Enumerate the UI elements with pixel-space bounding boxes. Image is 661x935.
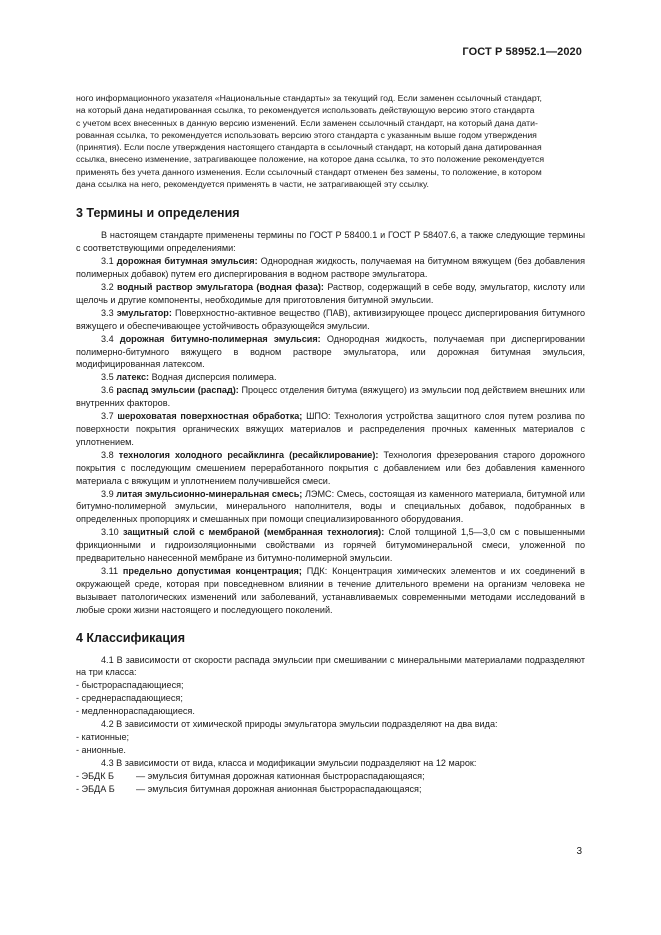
clause-4-2: 4.2 В зависимости от химической природы эмульгатора эмульсии подразделяют на два вида: xyxy=(101,719,498,730)
term-definition xyxy=(76,281,585,307)
section-4-body xyxy=(76,654,585,796)
term-number: 3.11 xyxy=(101,565,119,576)
brand-code: - ЭБДК Б xyxy=(76,770,115,781)
term-definition xyxy=(76,526,585,565)
term-number: 3.8 xyxy=(101,449,114,460)
intro-line: применять без учета данного изменения. Если ссылочный стандарт отменен без замены, то положение, в котором xyxy=(76,166,542,177)
term-text: ШПО: Технология устройства защитного слоя путем розлива по поверхности покрытия органических вяжущих материалов и распределения прочных каменных материалов с уплотнением. xyxy=(76,411,585,447)
intro-paragraph xyxy=(76,92,585,190)
term-text: Раствор, содержащий в себе воду, эмульгатор, кислоту или щелочь и другие компоненты, необходимые для приготовления битумной эмульсии. xyxy=(76,282,586,305)
term-definition xyxy=(76,565,585,617)
term-definition xyxy=(76,410,585,449)
term-text: Технология фрезерования старого дорожного покрытия с последующим смешением переработанного покрытия с добавлением или без добавления каменного материала с вяжущим и уплотнением получившейся смеси. xyxy=(76,449,586,486)
term-name: технология холодного ресайклинга (ресайклирование): xyxy=(118,449,379,460)
clause-4-3: 4.3 В зависимости от вида, класса и модификации эмульсии подразделяют на 12 марок: xyxy=(101,757,477,768)
clause-4-1: 4.1 В зависимости от скорости распада эмульсии при смешивании с минеральными материалами подразделяют на три класса: xyxy=(76,654,585,678)
term-name: латекс: xyxy=(116,372,150,383)
term-text: ПДК: Концентрация химических элементов и их соединений в окружающей среде, которая при повседневном влиянии в течение длительного времени на организм человека не вызывает патологических изменений или заболеваний, устанавливаемых современными методами исследований в любые сроки жизни настоящего и последующего поколений. xyxy=(76,565,586,615)
term-text: Водная дисперсия полимера. xyxy=(149,372,277,383)
list-item: - медленнораспадающиеся. xyxy=(76,706,195,717)
brand-code: - ЭБДА Б xyxy=(76,783,115,794)
intro-line: дана ссылка на него, рекомендуется применять в части, не затрагивающей эту ссылку. xyxy=(76,179,429,190)
section-3-body xyxy=(76,229,585,616)
term-name: шероховатая поверхностная обработка; xyxy=(117,411,303,422)
term-number: 3.2 xyxy=(101,282,114,292)
brand-desc: — эмульсия битумная дорожная анионная быстрораспадающаяся; xyxy=(136,783,422,794)
term-number: 3.6 xyxy=(101,385,114,396)
term-number: 3.1 xyxy=(101,256,114,267)
term-definition xyxy=(76,488,585,527)
list-item: - анионные. xyxy=(76,744,126,755)
term-text: ЛЭМС: Смесь, состоящая из каменного материала, битумной или битумно-полимерной эмульсии, минерального наполнителя, воды и специальных добавок, подобранных в определенных пропорциях и смешанных при помощи специализированного оборудования. xyxy=(76,488,585,525)
term-number: 3.3 xyxy=(101,307,114,318)
section-4-title: 4 Классификация xyxy=(76,630,186,645)
intro-line: на который дана недатированная ссылка, то рекомендуется использовать действующую версию этого стандарта xyxy=(76,105,535,116)
term-name: предельно допустимая концентрация; xyxy=(122,565,302,576)
intro-line: с учетом всех внесенных в данную версию изменений. Если заменен ссылочный стандарт, на который дана дати- xyxy=(76,117,538,128)
term-name: литая эмульсионно-минеральная смесь; xyxy=(116,488,303,499)
term-number: 3.4 xyxy=(101,333,114,344)
term-definition xyxy=(76,384,585,410)
term-number: 3.9 xyxy=(101,488,114,499)
intro-line: рованная ссылка, то рекомендуется использовать версию этого стандарта с указанным выше годом утверждения xyxy=(76,129,537,140)
section-3-intro: В настоящем стандарте применены термины по ГОСТ Р 58400.1 и ГОСТ Р 58407.6, а также следующие термины с соответствующими определениями: xyxy=(76,230,585,254)
term-text: Однородная жидкость, получаемая при диспергировании полимерно-битумного вяжущего в водном растворе эмульгатора, или дорожная битумная эмульсия, модифицированная латексом. xyxy=(76,333,586,370)
term-name: водный раствор эмульгатора (водная фаза): xyxy=(117,282,324,292)
brand-item xyxy=(76,770,585,783)
term-text: Процесс отделения битума (вяжущего) из эмульсии под действием внешних или внутренних факторов. xyxy=(76,385,585,409)
kind-list xyxy=(76,731,585,757)
brand-item xyxy=(76,783,585,796)
brand-desc: — эмульсия битумная дорожная катионная быстрораспадающаяся; xyxy=(136,770,425,781)
intro-line: (принятия). Если после утверждения настоящего стандарта в ссылочный стандарт, на который дана датированная xyxy=(76,142,542,153)
term-number: 3.5 xyxy=(101,372,114,383)
page-content xyxy=(76,92,585,796)
intro-line: ссылка, внесено изменение, затрагивающее положение, на которое дана ссылка, то это положение рекомендуется xyxy=(76,154,545,165)
document-header: ГОСТ Р 58952.1—2020 xyxy=(462,46,582,58)
term-definition xyxy=(76,255,585,281)
term-name: дорожная битумно-полимерная эмульсия: xyxy=(119,333,321,344)
intro-line: ного информационного указателя «Национальные стандарты» за текущий год. Если заменен ссылочный стандарт, xyxy=(76,93,542,103)
term-definition xyxy=(76,307,585,333)
term-text: Поверхностно-активное вещество (ПАВ), активизирующее процесс диспергирования битумного вяжущего и обеспечивающее устойчивость образующейся эмульсии. xyxy=(76,307,586,331)
term-definition xyxy=(76,449,585,488)
term-text: Однородная жидкость, получаемая на битумном вяжущем (без добавления полимерных добавок) путем его диспергирования в водном растворе эмульгатора. xyxy=(76,256,585,280)
list-item: - среднераспадающиеся; xyxy=(76,693,183,704)
term-name: дорожная битумная эмульсия: xyxy=(116,256,258,267)
term-definition xyxy=(76,333,585,372)
term-name: эмульгатор: xyxy=(116,307,172,318)
brand-list xyxy=(76,770,585,796)
list-item: - быстрораспадающиеся; xyxy=(76,680,184,691)
term-name: распад эмульсии (распад): xyxy=(116,385,239,396)
terms-list xyxy=(76,255,585,616)
term-number: 3.10 xyxy=(101,527,119,538)
list-item: - катионные; xyxy=(76,732,130,742)
class-list xyxy=(76,679,585,718)
section-3-title: 3 Термины и определения xyxy=(76,206,240,221)
page-number: 3 xyxy=(576,846,582,857)
term-definition xyxy=(76,371,585,384)
term-name: защитный слой с мембраной (мембранная технология): xyxy=(122,527,385,538)
term-number: 3.7 xyxy=(101,411,114,422)
term-text: Слой толщиной 1,5—3,0 см с повышенными фрикционными и гидроизоляционными свойствами из горячей битумоминеральной смеси, уложенной по предварительно нанесенной мембране из битумно-полимерной эмульсии. xyxy=(76,527,585,564)
